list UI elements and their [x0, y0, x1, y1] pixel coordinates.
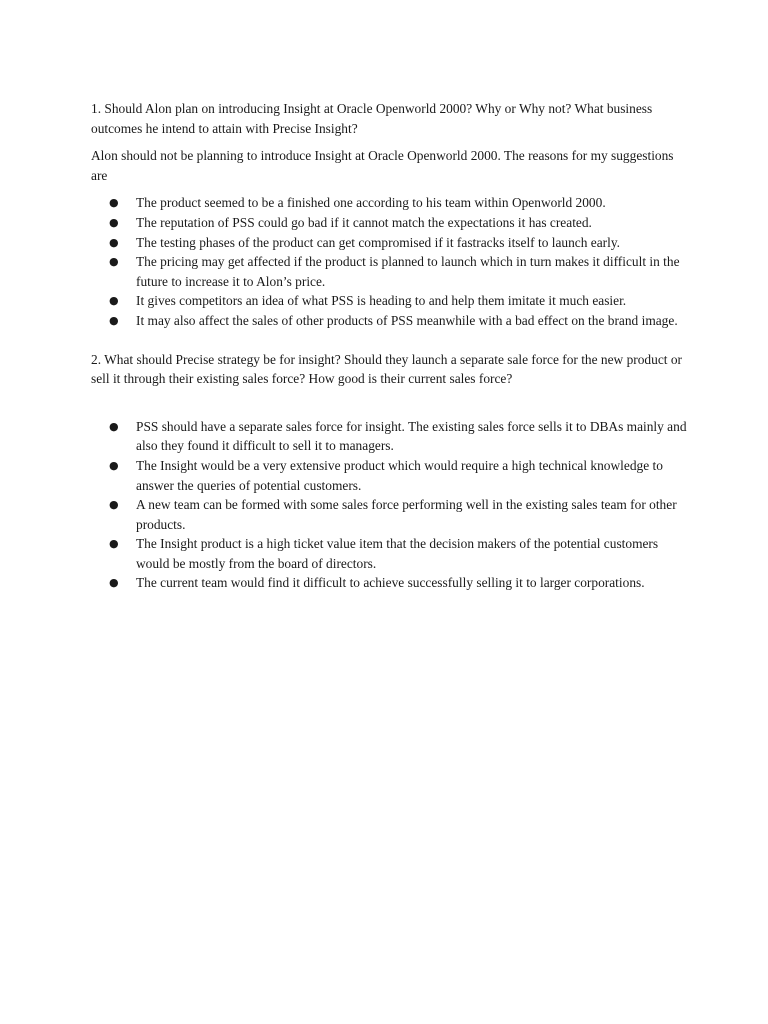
- list-item-text: The product seemed to be a finished one according to his team within Openworld 2000.: [136, 195, 606, 211]
- list-item-text: The pricing may get affected if the product is planned to launch which in turn makes it difficult in the future to increase it to Alon’s price.: [136, 254, 680, 289]
- answer-1-bullet-list: [91, 193, 691, 330]
- list-item-text: The testing phases of the product can get compromised if it fastracks itself to launch early.: [136, 234, 621, 250]
- document-page: [91, 99, 691, 593]
- list-item-text: It gives competitors an idea of what PSS is heading to and help them imitate it much easier.: [136, 293, 627, 309]
- answer-1-intro: Alon should not be planning to introduce Insight at Oracle Openworld 2000. The reasons for my suggestions are: [91, 148, 674, 183]
- list-item-text: A new team can be formed with some sales force performing well in the existing sales team for other products.: [136, 497, 677, 532]
- question-1: 1. Should Alon plan on introducing Insight at Oracle Openworld 2000? Why or Why not? What business outcomes he intend to attain with Precise Insight?: [91, 101, 653, 136]
- bullet-icon: ●: [109, 419, 119, 433]
- bullet-icon: ●: [109, 498, 119, 512]
- list-item-text: The Insight would be a very extensive product which would require a high technical knowledge to answer the queries of potential customers.: [136, 457, 663, 493]
- list-item: [91, 311, 691, 331]
- list-item-text: The current team would find it difficult to achieve successfully selling it to larger corporations.: [136, 575, 645, 591]
- list-item: [91, 233, 691, 253]
- bullet-icon: ●: [109, 196, 119, 210]
- list-item: [91, 417, 691, 456]
- list-item-text: It may also affect the sales of other products of PSS meanwhile with a bad effect on the brand image.: [136, 312, 678, 328]
- list-item: [91, 291, 691, 311]
- list-item: [91, 534, 691, 573]
- list-item: [91, 252, 691, 291]
- list-item: [91, 213, 691, 233]
- bullet-icon: ●: [109, 255, 119, 269]
- list-item-text: The Insight product is a high ticket value item that the decision makers of the potential customers would be mostly from the board of directors.: [136, 536, 659, 571]
- answer-2-bullet-list: [91, 417, 691, 593]
- bullet-icon: ●: [109, 294, 119, 308]
- bullet-icon: ●: [109, 537, 119, 551]
- list-item-text: The reputation of PSS could go bad if it cannot match the expectations it has created.: [136, 214, 592, 230]
- list-item: [91, 456, 691, 495]
- bullet-icon: ●: [109, 313, 119, 327]
- list-item-text: PSS should have a separate sales force for insight. The existing sales force sells it to DBAs mainly and also they found it difficult to sell it to managers.: [136, 418, 687, 454]
- bullet-icon: ●: [109, 458, 119, 472]
- bullet-icon: ●: [109, 215, 119, 229]
- list-item: [91, 573, 691, 593]
- question-2: 2. What should Precise strategy be for insight? Should they launch a separate sale force for the new product or sell it through their existing sales force? How good is their current sales force?: [91, 351, 682, 387]
- bullet-icon: ●: [109, 235, 119, 249]
- bullet-icon: ●: [109, 576, 119, 590]
- list-item: [91, 193, 691, 213]
- list-item: [91, 495, 691, 534]
